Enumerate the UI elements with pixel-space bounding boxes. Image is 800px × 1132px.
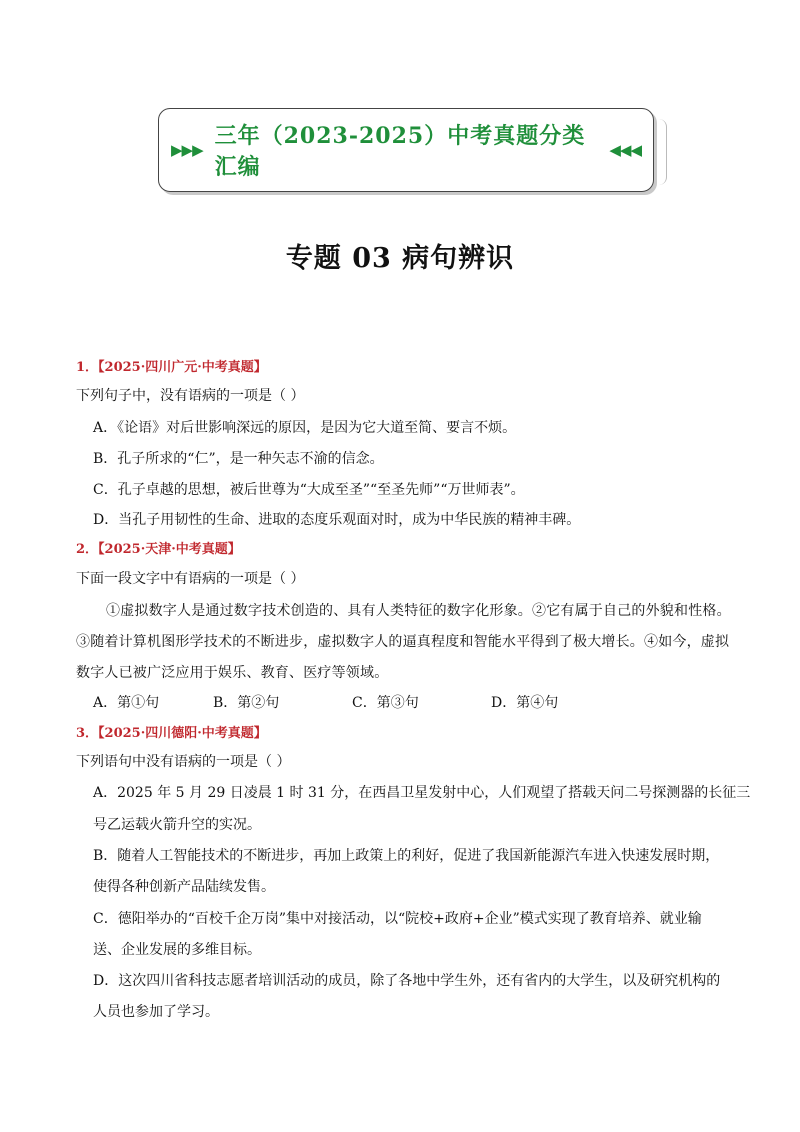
question-source: 1．【2025·四川广元·中考真题】 — [76, 360, 267, 375]
option-c: C．孔子卓越的思想，被后世尊为“大成至圣”“至圣先师”“万世师表”。 — [93, 482, 525, 498]
option-b-line-1: B．随着人工智能技术的不断进步，再加上政策上的利好，促进了我国新能源汽车进入快速发展时期， — [93, 848, 720, 864]
question-stem: 下列句子中，没有语病的一项是（ ） — [76, 388, 305, 404]
option-d-line-2: 人员也参加了学习。 — [93, 1004, 219, 1020]
option-a: A．第①句 — [93, 695, 160, 711]
option-a-line-1: A．2025 年 5 月 29 日凌晨 1 时 31 分，在西昌卫星发射中心，人们观望了搭载天问二号探测器的长征三 — [93, 785, 751, 801]
passage-line: 数字人已被广泛应用于娱乐、教育、医疗等领域。 — [76, 665, 389, 681]
option-c-line-1: C．德阳举办的“百校千企万岗”集中对接活动，以“院校+政府+企业”模式实现了教育培养、就业输 — [93, 911, 702, 927]
question-source: 3．【2025·四川德阳·中考真题】 — [76, 726, 267, 741]
option-b-line-2: 使得各种创新产品陆续发售。 — [93, 879, 275, 895]
question-source: 2．【2025·天津·中考真题】 — [76, 542, 241, 557]
option-c-line-2: 送、企业发展的多维目标。 — [93, 942, 261, 958]
option-b: B．孔子所求的“仁”，是一种矢志不渝的信念。 — [93, 451, 384, 467]
option-a-line-2: 号乙运载火箭升空的实况。 — [93, 817, 261, 833]
options-row — [93, 692, 693, 712]
option-d: D．当孔子用韧性的生命、进取的态度乐观面对时，成为中华民族的精神丰碑。 — [93, 512, 581, 528]
document-title: 专题 03 病句辨识 — [285, 243, 515, 274]
left-arrows-icon: ▶▶▶ — [171, 141, 203, 159]
option-d: D．第④句 — [491, 695, 559, 711]
option-d-line-1: D．这次四川省科技志愿者培训活动的成员，除了各地中学生外，还有省内的大学生，以及研究机构的 — [93, 973, 721, 989]
option-a: A．《论语》对后世影响深远的原因，是因为它大道至简、要言不烦。 — [93, 420, 517, 436]
option-b: B．第②句 — [213, 695, 280, 711]
question-stem: 下列语句中没有语病的一项是（ ） — [76, 754, 291, 770]
question-stem: 下面一段文字中有语病的一项是（ ） — [76, 571, 305, 587]
right-arrows-icon: ◀◀◀ — [609, 141, 641, 159]
series-banner — [158, 108, 654, 192]
passage-line: ①虚拟数字人是通过数字技术创造的、具有人类特征的数字化形象。②它有属于自己的外貌和性格。 — [106, 603, 731, 619]
banner-title: 三年（2023-2025）中考真题分类汇编 — [214, 123, 586, 180]
option-c: C．第③句 — [352, 695, 419, 711]
passage-line: ③随着计算机图形学技术的不断进步，虚拟数字人的逼真程度和智能水平得到了极大增长。④如今，虚拟 — [76, 634, 730, 650]
